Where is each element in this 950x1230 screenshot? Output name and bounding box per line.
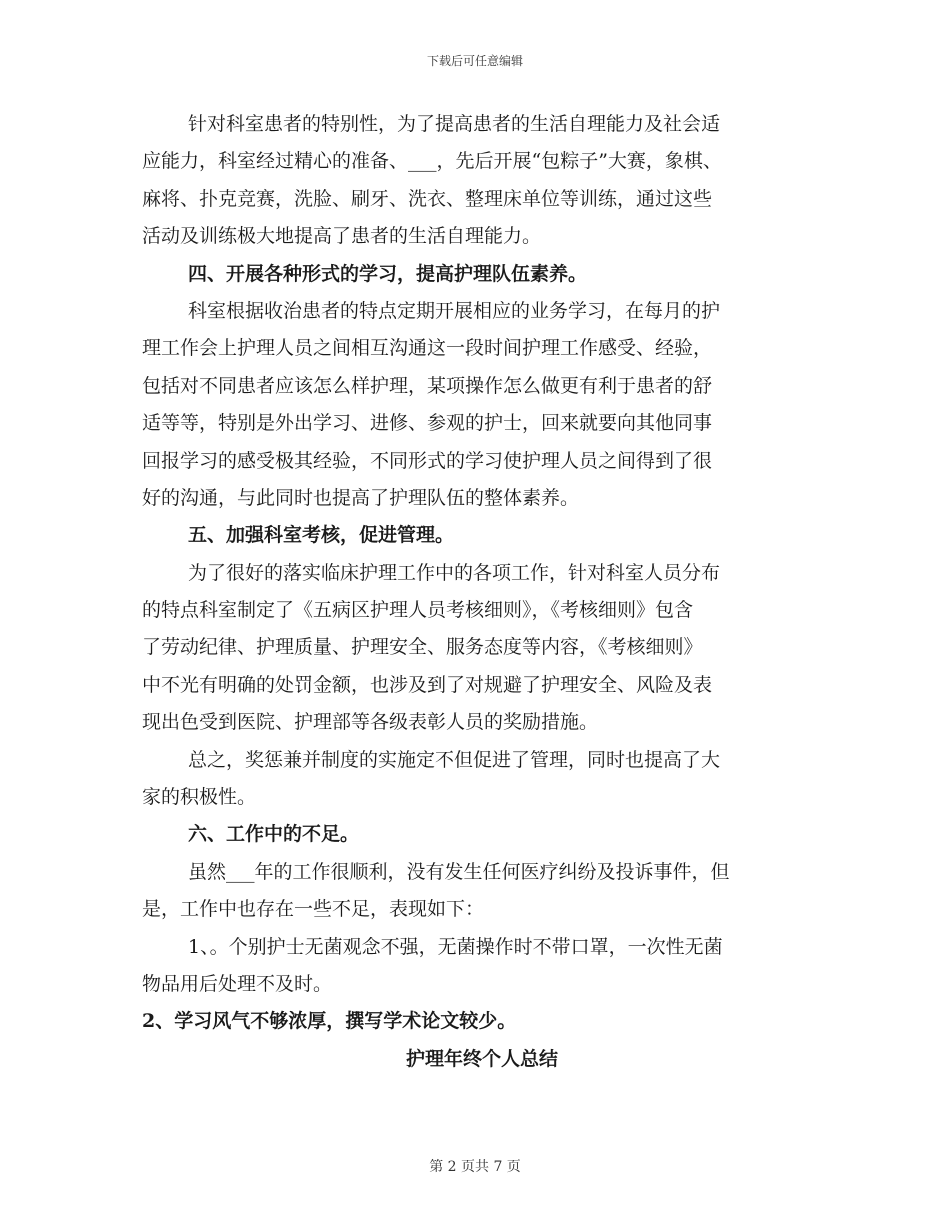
paragraph-line: 了劳动纪律、护理质量、护理安全、服务态度等内容，《考核细则》 [142,636,703,659]
paragraph-line: 为了很好的落实临床护理工作中的各项工作，针对科室人员分布 [188,561,721,584]
page-header: 下载后可任意编辑 [426,54,523,68]
section-heading-line: 五、加强科室考核，促进管理。 [188,524,455,547]
paragraph-line: 中不光有明确的处罚金额，也涉及到了对规避了护理安全、风险及表 [142,673,713,696]
paragraph-line: 的特点科室制定了《五病区护理人员考核细则》，《考核细则》包含 [142,599,694,622]
paragraph-line: 物品用后处理不及时。 [142,972,333,995]
section-heading-line: 四、开展各种形式的学习，提高护理队伍素养。 [188,262,588,285]
paragraph-line: 家的积极性。 [142,786,257,809]
paragraph-line: 总之，奖惩兼并制度的实施定不但促进了管理，同时也提高了大 [188,748,721,771]
document-body [142,106,822,1078]
paragraph-line: 应能力，科室经过精心的准备、___，先后开展“包粽子”大赛，象棋、 [142,150,722,173]
paragraph-line: 针对科室患者的特别性，为了提高患者的生活自理能力及社会适 [188,113,721,135]
paragraph-line: 包括对不同患者应该怎么样护理，某项操作怎么做更有利于患者的舒 [142,374,713,397]
paragraph-line: 麻将、扑克竞赛，洗脸、刷牙、洗衣、整理床单位等训练，通过这些 [142,187,713,210]
paragraph-line: 回报学习的感受极其经验，不同形式的学习使护理人员之间得到了很 [142,449,713,472]
paragraph-line: 活动及训练极大地提高了患者的生活自理能力。 [142,225,542,248]
paragraph-line: 好的沟通，与此同时也提高了护理队伍的整体素养。 [142,486,580,509]
paragraph-line: 现出色受到医院、护理部等各级表彰人员的奖励措施。 [142,711,599,734]
paragraph-line: 理工作会上护理人员之间相互沟通这一段时间护理工作感受、经验， [142,337,713,360]
paragraph-line: 虽然___年的工作很顺利，没有发生任何医疗纠纷及投诉事件，但 [188,860,730,883]
paragraph-line: 1、。个别护士无菌观念不强，无菌操作时不带口罩，一次性无菌 [188,935,723,958]
paragraph-line: 科室根据收治患者的特点定期开展相应的业务学习，在每月的护 [188,299,721,322]
page-footer: 第 2 页共 7 页 [429,1159,521,1175]
section-heading-line: 六、工作中的不足。 [188,823,360,846]
document-title: 护理年终个人总结 [405,1047,558,1070]
paragraph-line: 适等等，特别是外出学习、进修、参观的护士，回来就要向其他同事 [142,412,713,435]
paragraph-line: 是，工作中也存在一些不足，表现如下： [142,898,485,921]
section-heading-line: 2、学习风气不够浓厚，撰写学术论文较少。 [142,1010,517,1033]
